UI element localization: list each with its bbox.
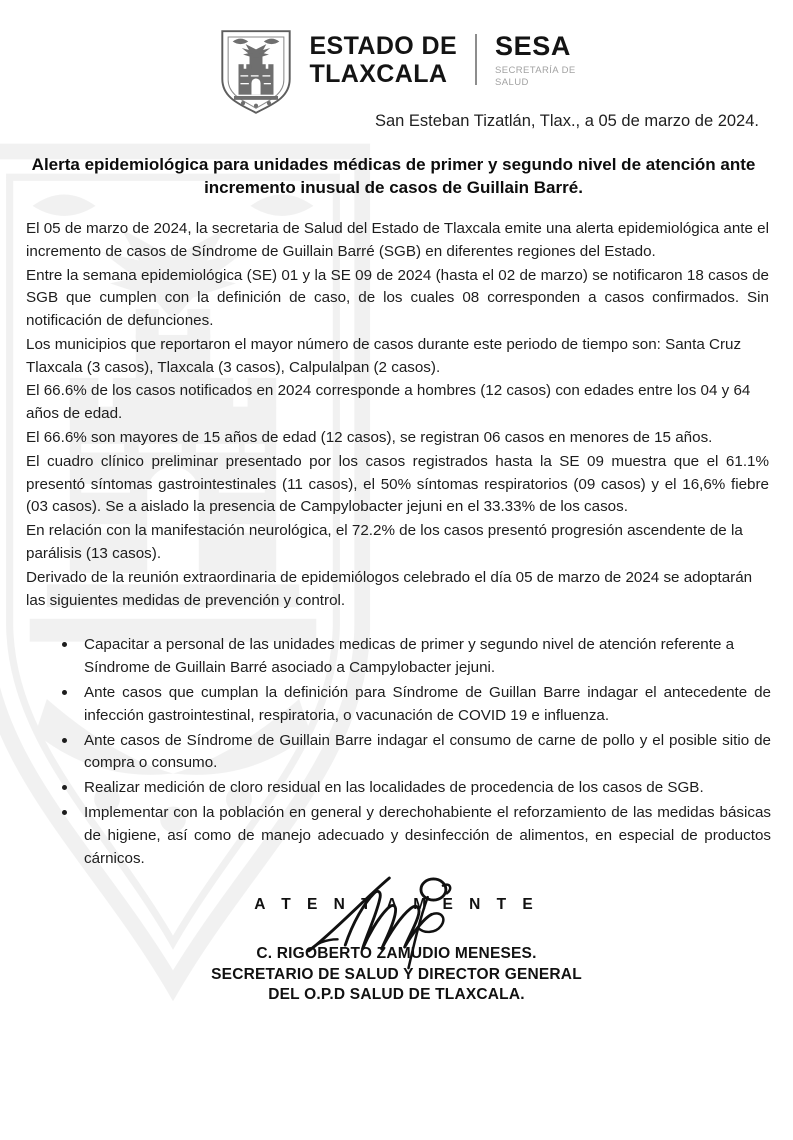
estado-line-1: ESTADO DE <box>309 32 458 60</box>
closing-salutation: A T E N T A M E N T E <box>254 896 539 914</box>
estado-line-2: TLAXCALA <box>309 60 448 88</box>
list-item-text: Ante casos de Síndrome de Guillain Barre indagar el consumo de carne de pollo y el posible sitio de compra o consumo. <box>84 731 771 772</box>
list-item <box>62 682 771 728</box>
tlaxcala-coat-of-arms-icon <box>217 26 295 118</box>
bullet-icon <box>62 810 67 815</box>
institution-wordmark <box>309 26 575 89</box>
document-title: Alerta epidemiológica para unidades médicas de primer y segundo nivel de atención ante incremento inusual de casos de Guillain Barré. <box>31 155 756 198</box>
sesa-subtitle-line-1: SECRETARÍA DE <box>495 65 576 76</box>
sesa-subtitle <box>495 65 576 89</box>
paragraph: El 05 de marzo de 2024, la secretaria de Salud del Estado de Tlaxcala emite una alerta epidemiológica ante el incremento de casos de Síndrome de Guillain Barré (SGB) en diferentes regiones del Estado. <box>26 219 769 260</box>
list-item-text: Ante casos que cumplan la definición para Síndrome de Guillan Barre indagar el antecedente de infección gastrointestinal, respiratoria, o vacunación de COVID 19 e influenza. <box>84 684 771 724</box>
paragraph: El 66.6% de los casos notificados en 2024 corresponde a hombres (12 casos) con edades entre los 04 y 64 años de edad. <box>26 382 751 423</box>
list-item-text: Capacitar a personal de las unidades medicas de primer y segundo nivel de atención referente a Síndrome de Guillain Barré asociado a Campylobacter jejuni. <box>84 636 735 677</box>
document-body <box>26 218 769 613</box>
estado-de-tlaxcala-wordmark <box>309 32 475 88</box>
list-item <box>62 777 771 800</box>
bullet-icon <box>62 738 67 743</box>
paragraph: Los municipios que reportaron el mayor número de casos durante este periodo de tiempo son: Santa Cruz Tlaxcala (3 casos), Tlaxcala (3 casos), Calpulalpan (2 casos). <box>26 335 742 376</box>
list-item <box>62 730 771 776</box>
list-item <box>62 802 771 870</box>
paragraph: El cuadro clínico preliminar presentado por los casos registrados hasta la SE 09 muestra que el 61.1% presentó síntomas gastrointestinales (11 casos), el 50% síntomas respiratorios (09 casos) y el 16,6% fiebre (03 casos). Se a aislado la presencia de Campylobacter jejuni en el 33.33% de los casos. <box>26 452 769 516</box>
paragraph: Entre la semana epidemiológica (SE) 01 y la SE 09 de 2024 (hasta el 02 de marzo) se notificaron 18 casos de SGB que cumplen con la definición de caso, de los cuales 08 corresponden a casos confirmados. Sin notificación de defunciones. <box>26 266 769 330</box>
bullet-icon <box>62 785 67 790</box>
place-and-date: San Esteban Tizatlán, Tlax., a 05 de marzo de 2024. <box>374 112 759 130</box>
list-item-text: Realizar medición de cloro residual en las localidades de procedencia de los casos de SGB. <box>84 779 704 797</box>
bullet-icon <box>62 642 67 647</box>
document-header <box>0 0 793 118</box>
sesa-wordmark <box>495 32 576 89</box>
paragraph: En relación con la manifestación neurológica, el 72.2% de los casos presentó progresión ascendente de la parálisis (13 casos). <box>26 522 743 563</box>
sesa-subtitle-line-2: SALUD <box>495 76 529 88</box>
signer-name: C. RIGOBERTO ZAMUDIO MENESES. <box>256 945 537 963</box>
paragraph: Derivado de la reunión extraordinaria de epidemiólogos celebrado el día 05 de marzo de 2024 se adoptarán las siguientes medidas de prevención y control. <box>26 568 753 609</box>
signer-role-line-2: DEL O.P.D SALUD DE TLAXCALA. <box>268 986 525 1004</box>
list-item <box>62 634 771 680</box>
bullet-icon <box>62 690 67 695</box>
signature-block <box>0 896 793 1005</box>
sesa-acronym: SESA <box>495 31 571 61</box>
paragraph: El 66.6% son mayores de 15 años de edad (12 casos), se registran 06 casos en menores de 15 años. <box>26 429 713 447</box>
signer-role-line-1: SECRETARIO DE SALUD Y DIRECTOR GENERAL <box>211 965 582 983</box>
prevention-measures-list <box>62 634 771 870</box>
list-item-text: Implementar con la población en general y derechohabiente el reforzamiento de las medidas básicas de higiene, así como de manejo adecuado y desinfección de alimentos, en especial de productos cárnicos. <box>84 804 771 867</box>
wordmark-divider <box>475 34 477 85</box>
